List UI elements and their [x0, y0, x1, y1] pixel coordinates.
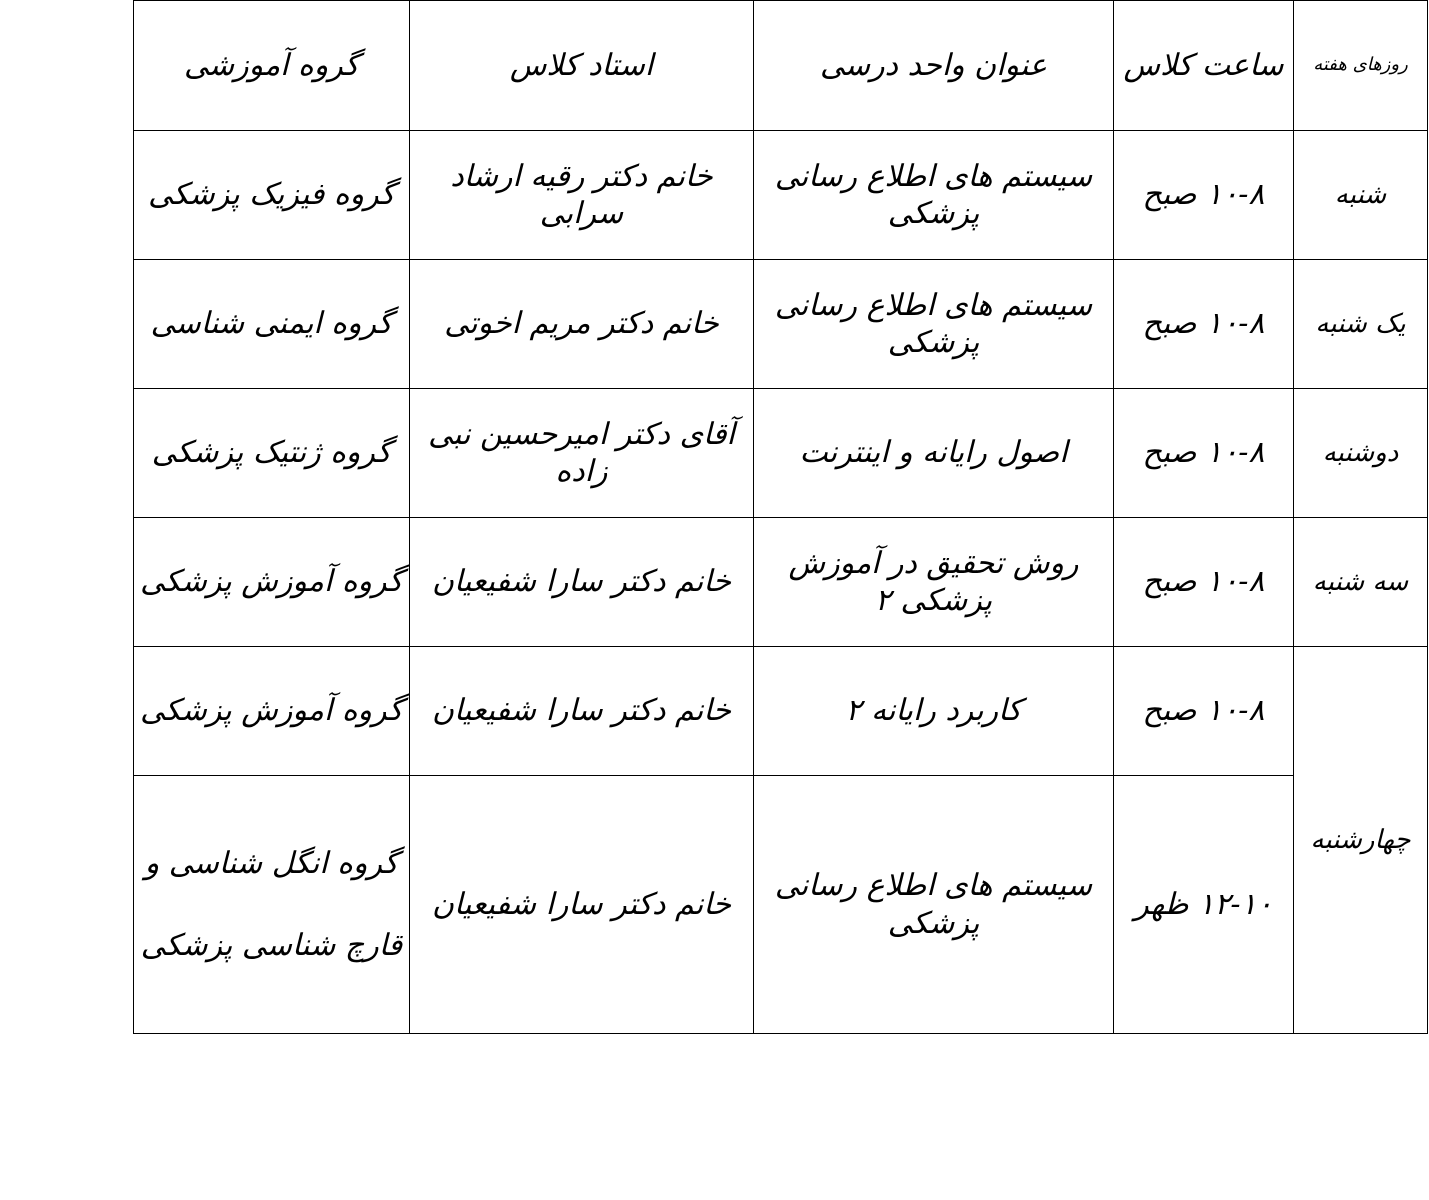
- table-row: [134, 389, 1428, 518]
- time-cell: ۱۲-۱۰ ظهر: [1114, 776, 1294, 1034]
- teacher-cell: خانم دکتر رقیه ارشاد سرابی: [410, 131, 754, 260]
- table-row: [134, 260, 1428, 389]
- class-schedule-table: [133, 0, 1428, 1034]
- time-cell: ۱۰-۸ صبح: [1114, 647, 1294, 776]
- header-course: عنوان واحد درسی: [754, 1, 1114, 131]
- day-cell: چهارشنبه: [1294, 647, 1428, 1034]
- header-day: روزهای هفته: [1294, 1, 1428, 131]
- group-line-2: قارچ شناسی پزشکی: [140, 927, 403, 963]
- teacher-cell: خانم دکتر سارا شفیعیان: [410, 518, 754, 647]
- group-cell: گروه آموزش پزشکی: [134, 647, 410, 776]
- group-cell: گروه ایمنی شناسی: [134, 260, 410, 389]
- course-cell: اصول رایانه و اینترنت: [754, 389, 1114, 518]
- day-cell: شنبه: [1294, 131, 1428, 260]
- header-teacher: استاد کلاس: [410, 1, 754, 131]
- group-line-1: گروه انگل شناسی و: [144, 846, 399, 881]
- teacher-cell: خانم دکتر سارا شفیعیان: [410, 647, 754, 776]
- course-cell: سیستم های اطلاع رسانی پزشکی: [754, 776, 1114, 1034]
- time-cell: ۱۰-۸ صبح: [1114, 131, 1294, 260]
- table-row: [134, 518, 1428, 647]
- header-time: ساعت کلاس: [1114, 1, 1294, 131]
- teacher-cell: خانم دکتر مریم اخوتی: [410, 260, 754, 389]
- course-cell: روش تحقیق در آموزش پزشکی ۲: [754, 518, 1114, 647]
- time-cell: ۱۰-۸ صبح: [1114, 389, 1294, 518]
- time-cell: ۱۰-۸ صبح: [1114, 518, 1294, 647]
- course-cell: سیستم های اطلاع رسانی پزشکی: [754, 260, 1114, 389]
- teacher-cell: خانم دکتر سارا شفیعیان: [410, 776, 754, 1034]
- group-cell: گروه آموزش پزشکی: [134, 518, 410, 647]
- teacher-cell: آقای دکتر امیرحسین نبی زاده: [410, 389, 754, 518]
- header-row: [134, 1, 1428, 131]
- course-cell: کاربرد رایانه ۲: [754, 647, 1114, 776]
- time-cell: ۱۰-۸ صبح: [1114, 260, 1294, 389]
- day-cell: دوشنبه: [1294, 389, 1428, 518]
- table-row: [134, 776, 1428, 1034]
- group-cell: گروه ژنتیک پزشکی: [134, 389, 410, 518]
- table-row: [134, 131, 1428, 260]
- day-cell: یک شنبه: [1294, 260, 1428, 389]
- header-group: گروه آموزشی: [134, 1, 410, 131]
- table-row: [134, 647, 1428, 776]
- group-cell: گروه فیزیک پزشکی: [134, 131, 410, 260]
- course-cell: سیستم های اطلاع رسانی پزشکی: [754, 131, 1114, 260]
- day-cell: سه شنبه: [1294, 518, 1428, 647]
- group-cell: [134, 776, 410, 1034]
